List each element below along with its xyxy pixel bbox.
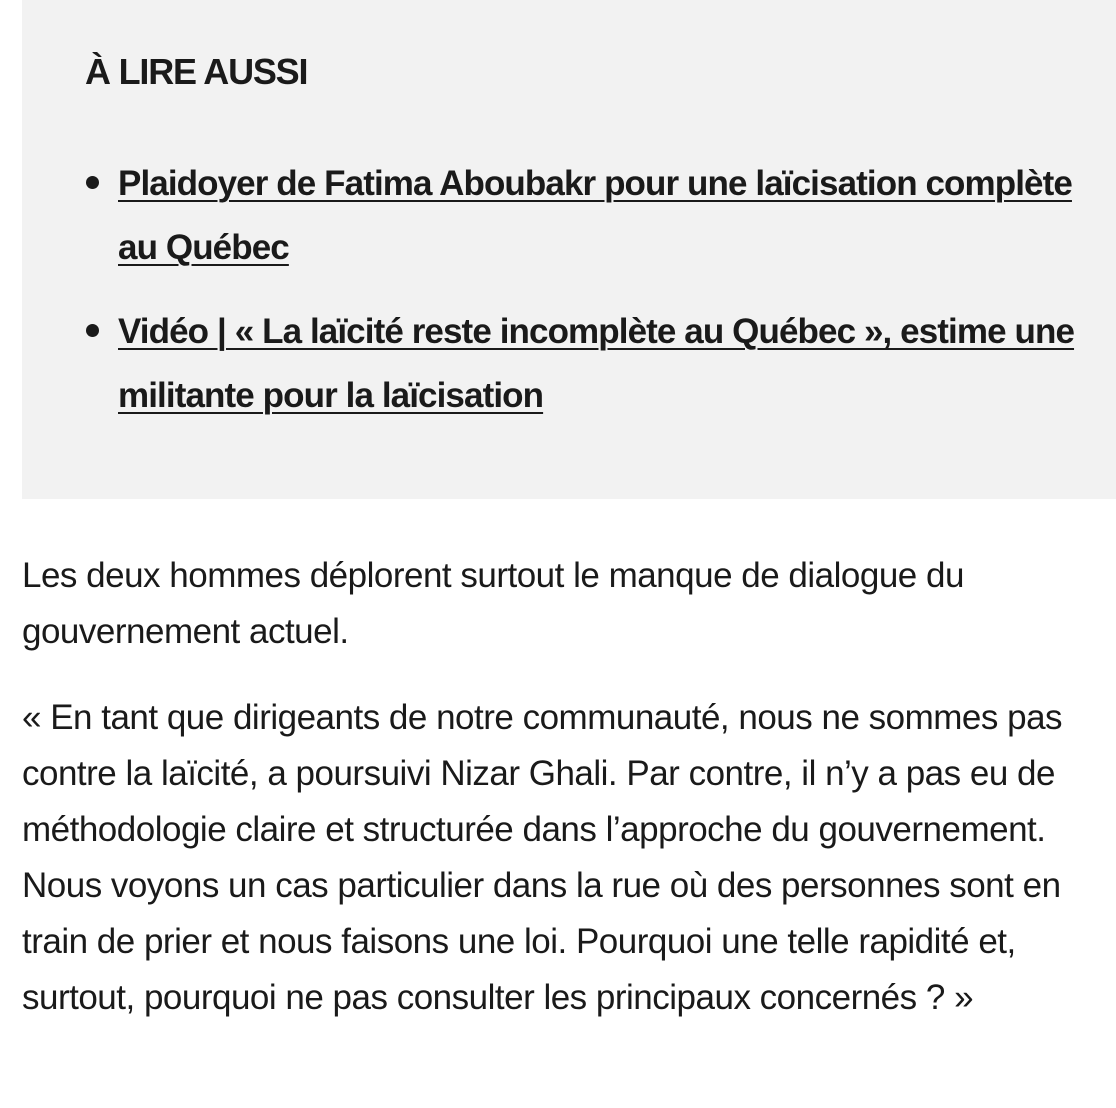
related-link-video-laicite[interactable]: Vidéo | « La laïcité reste incomplète au Québec », estime une militante pour la laïcisation — [118, 312, 1075, 415]
article-paragraph: Les deux hommes déplorent surtout le manque de dialogue du gouvernement actuel. — [22, 556, 964, 651]
related-heading: À LIRE AUSSI — [85, 51, 308, 92]
bullet-icon — [86, 176, 99, 189]
related-articles-box — [22, 0, 1116, 499]
list-item — [118, 152, 1078, 280]
article-paragraph: « En tant que dirigeants de notre communauté, nous ne sommes pas contre la laïcité, a poursuivi Nizar Ghali. Par contre, il n’y a pas eu de méthodologie claire et structurée dans l’approche du gouvernement. Nous voyons un cas particulier dans la rue où des personnes sont en train de prier et nous faisons une loi. Pourquoi une telle rapidité et, surtout, pourquoi ne pas consulter les principaux concernés ? » — [22, 698, 1063, 1017]
bullet-icon — [86, 324, 99, 337]
list-item — [118, 300, 1078, 428]
article-body — [22, 548, 1108, 1056]
related-list — [118, 152, 1078, 448]
related-link-laicisation-plea[interactable]: Plaidoyer de Fatima Aboubakr pour une laïcisation complète au Québec — [118, 164, 1072, 267]
